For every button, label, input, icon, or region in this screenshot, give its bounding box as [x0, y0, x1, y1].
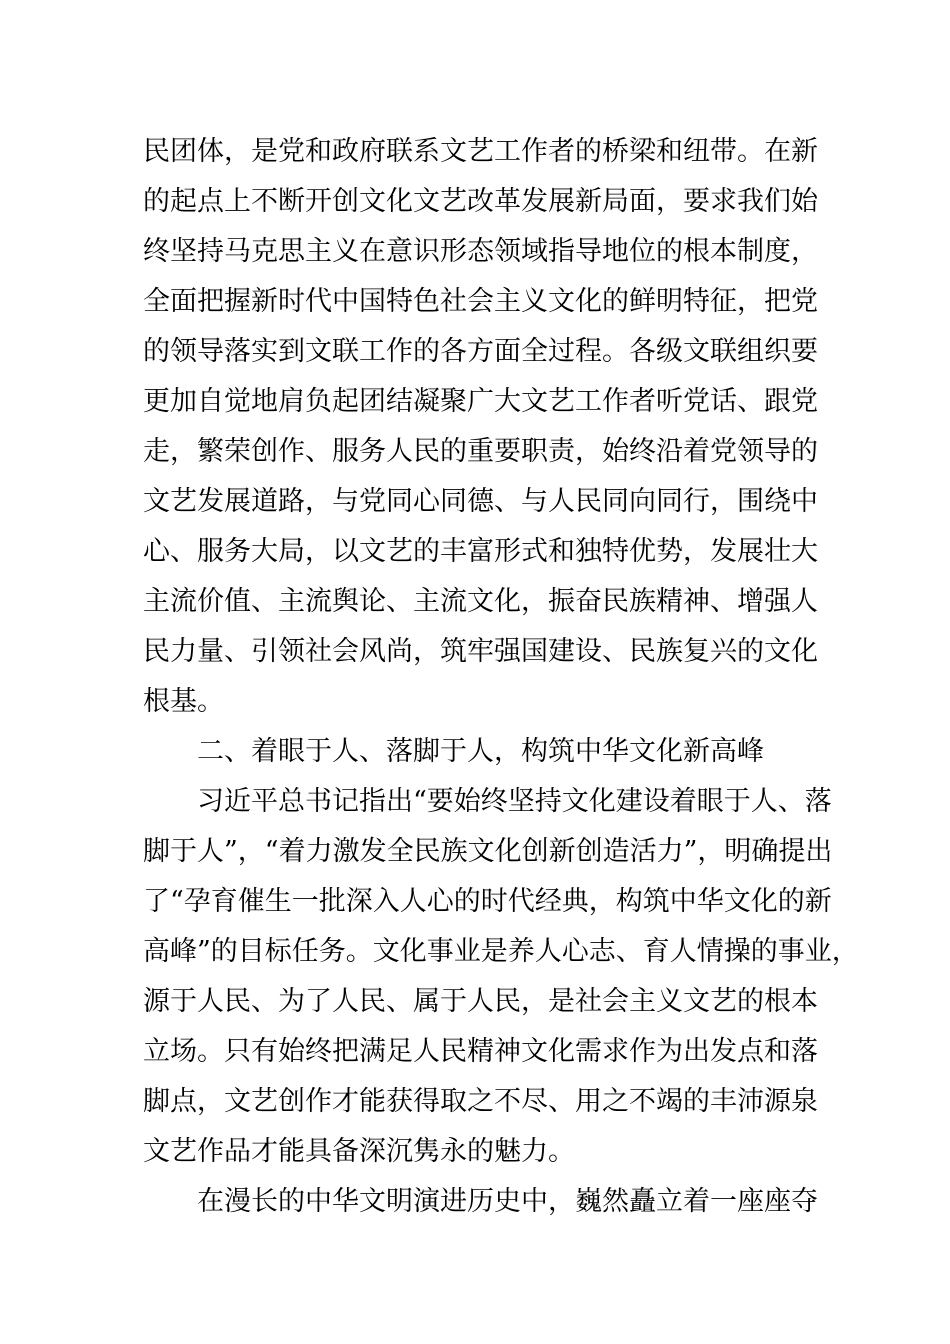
text-line: 主流价值、主流舆论、主流文化，振奋民族精神、增强人 [143, 586, 818, 617]
text-line: 文艺发展道路，与党同心同德、与人民同向同行，围绕中 [143, 486, 818, 517]
text-line: 民团体，是党和政府联系文艺工作者的桥梁和纽带。在新 [143, 136, 818, 167]
text-line: 终坚持马克思主义在意识形态领域指导地位的根本制度， [143, 236, 818, 267]
text-line: 根基。 [143, 686, 224, 717]
text-line: 全面把握新时代中国特色社会主义文化的鲜明特征，把党 [143, 286, 818, 317]
text-line: 立场。只有始终把满足人民精神文化需求作为出发点和落 [143, 1036, 818, 1067]
text-line: 了“孕育催生一批深入人心的时代经典，构筑中华文化的新 [143, 886, 832, 917]
text-line: 民力量、引领社会风尚，筑牢强国建设、民族复兴的文化 [143, 636, 818, 667]
text-line: 走，繁荣创作、服务人民的重要职责，始终沿着党领导的 [143, 436, 818, 467]
text-line: 文艺作品才能具备深沉隽永的魅力。 [143, 1136, 575, 1167]
text-line: 二、着眼于人、落脚于人，构筑中华文化新高峰 [197, 736, 764, 767]
text-line: 更加自觉地肩负起团结凝聚广大文艺工作者听党话、跟党 [143, 386, 818, 417]
text-line: 脚于人”，“着力激发全民族文化创新创造活力”，明确提出 [143, 836, 833, 867]
text-line: 的领导落实到文联工作的各方面全过程。各级文联组织要 [143, 336, 818, 367]
text-line: 心、服务大局，以文艺的丰富形式和独特优势，发展壮大 [143, 536, 818, 567]
text-line: 的起点上不断开创文化文艺改革发展新局面，要求我们始 [143, 186, 818, 217]
text-line: 脚点，文艺创作才能获得取之不尽、用之不竭的丰沛源泉 [143, 1086, 818, 1117]
text-line: 高峰”的目标任务。文化事业是养人心志、育人情操的事业， [143, 936, 859, 967]
body-text [143, 127, 859, 1227]
text-line: 源于人民、为了人民、属于人民，是社会主义文艺的根本 [143, 986, 818, 1017]
text-line: 在漫长的中华文明演进历史中，巍然矗立着一座座夺 [197, 1186, 818, 1217]
text-line: 习近平总书记指出“要始终坚持文化建设着眼于人、落 [197, 786, 832, 817]
